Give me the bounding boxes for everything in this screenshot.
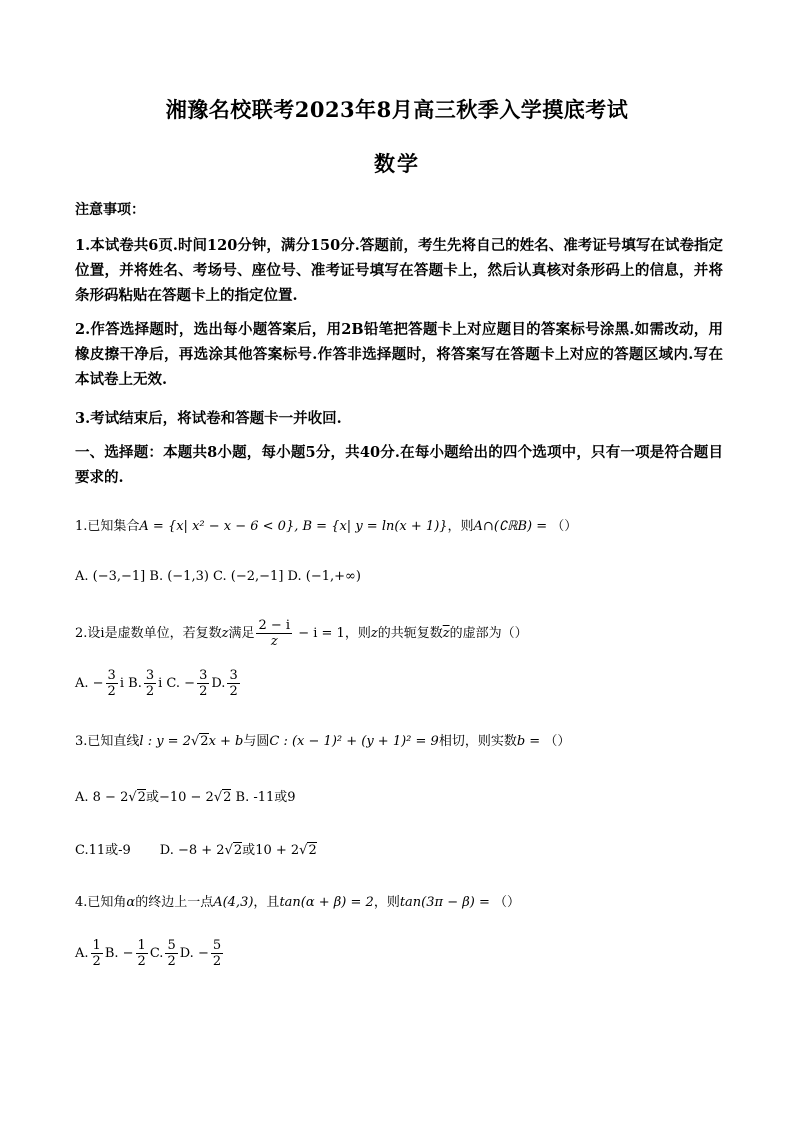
question-4-options: A. $\frac{1}{2}$ B. − $\frac{1}{2}$ C. $\frac{5}{2}$ D. − $\frac{5}{2}$ [75,938,222,969]
notice-item-2: 2.作答选择题时，选出每小题答案后，用2B铅笔把答题卡上对应题目的答案标号涂黑.如需改动，用橡皮擦干净后，再选涂其他答案标号.作答非选择题时，将答案写在答题卡上对应的答题区域内.写在本试卷上无效. [75,321,723,388]
q1-expression: A∩(∁ℝB) = [473,519,552,534]
notice-item-1: 1.本试卷共6页.时间120分钟，满分150分.答题前，考生先将自己的姓名、准考证号填写在试卷指定位置，并将姓名、考场号、座位号、准考证号填写在答题卡上，然后认真核对条形码上的信息，并将条形码粘贴在答题卡上的指定位置. [75,237,723,304]
set-b: , B = {x| y = ln(x + 1)} [294,519,448,534]
exam-title: 湘豫名校联考2023年8月高三秋季入学摸底考试 [165,97,629,122]
question-1-options: A. (−3,−1] B. (−1,3) C. (−2,−1] D. (−1,+∞) [75,569,361,584]
conjugate-z: $\overline{z}$ [442,626,450,641]
question-3: 3.已知直线l : y = 2√2x + b与圆C : (x − 1)² + (y + 1)² = 9相切，则实数b = （） [75,734,571,749]
question-2-options: A. − $\frac{3}{2}$ i B. $\frac{3}{2}$ i C. − $\frac{3}{2}$ D. $\frac{3}{2}$ [75,668,238,699]
question-3-options-cd: C.11或-9 D. −8 + 2√2或10 + 2√2 [75,843,317,858]
sqrt-symbol: √ [190,734,200,749]
notice-item-3: 3.考试结束后，将试卷和答题卡一并收回. [75,410,342,427]
question-2: 2.设i是虚数单位，若复数z满足 $\frac{2 - i}{z}$ − i = 1，则z的共轭复数$\overline{z}$的虚部为（） [75,618,528,649]
notice-heading: 注意事项： [75,202,145,218]
set-a: A = {x| x² − x − 6 < 0} [139,519,295,534]
section-heading-choice: 一、选择题：本题共8小题，每小题5分，共40分.在每小题给出的四个选项中，只有一项是符合题目要求的. [75,444,723,486]
fraction: $\frac{2 - i}{z}$ [258,618,291,649]
subject-title: 数学 [374,151,420,176]
circle-equation: C : (x − 1)² + (y + 1)² = 9 [269,734,439,749]
question-4: 4.已知角α的终边上一点A(4,3)，且tan(α + β) = 2，则tan(3π − β) = （） [75,895,520,910]
question-1: 1.已知集合A = {x| x² − x − 6 < 0}, B = {x| y = ln(x + 1)}，则A∩(∁ℝB) = （） [75,519,578,534]
question-3-options-ab: A. 8 − 2√2或−10 − 2√2 B. -11或9 [75,790,296,805]
